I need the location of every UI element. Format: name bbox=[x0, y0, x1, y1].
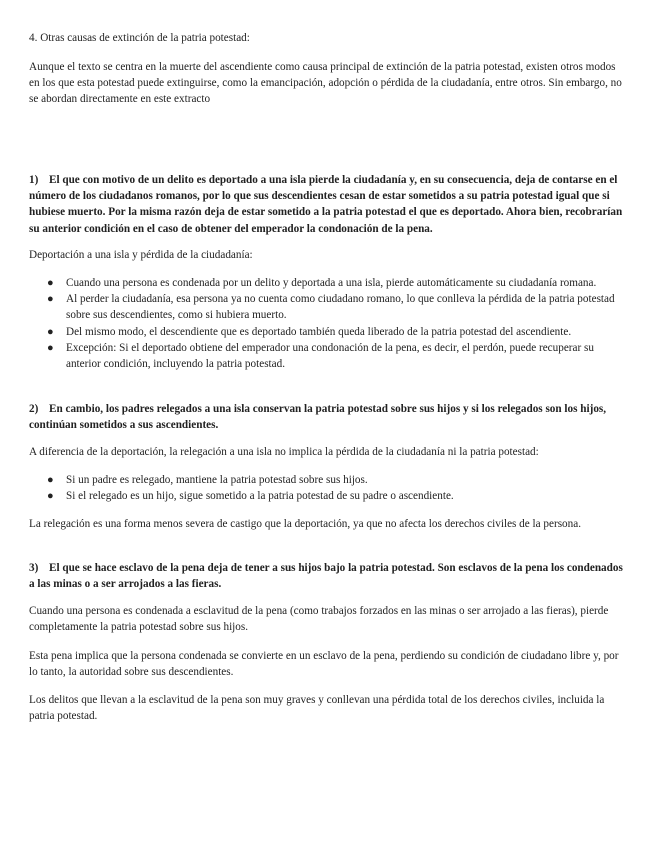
bullet-icon: ● bbox=[47, 293, 54, 306]
bullet-icon: ● bbox=[47, 341, 54, 354]
point-2-bullet-list bbox=[29, 472, 627, 504]
point-3-paragraph-1: Cuando una persona es condenada a esclavitud de la pena (como trabajos forzados en las minas o ser arrojado a las fieras), pierde completamente la patria potestad sobre sus hijos. bbox=[29, 605, 609, 634]
intro-paragraph: Aunque el texto se centra en la muerte del ascendiente como causa principal de extinción de la patria potestad, existen otros modos en los que esta potestad puede extinguirse, como la emancipación, adopción o pérdida de la ciudadanía, entre otros. Sin embargo, no se abordan directamente en este extracto bbox=[29, 61, 622, 106]
point-2-number: 2) bbox=[29, 403, 39, 415]
point-3-title: El que se hace esclavo de la pena deja de tener a sus hijos bajo la patria potestad. Son esclavos de la pena los condenados a las minas o a ser arrojados a las fieras. bbox=[29, 562, 623, 591]
point-2-subtitle: A diferencia de la deportación, la relegación a una isla no implica la pérdida de la ciudadanía ni la patria potestad: bbox=[29, 446, 539, 458]
point-2-heading bbox=[29, 401, 627, 433]
bullet-icon: ● bbox=[47, 474, 54, 486]
bullet-icon: ● bbox=[47, 490, 54, 503]
point-3-paragraph-3: Los delitos que llevan a la esclavitud de la pena son muy graves y conllevan una pérdida total de los derechos civiles, incluida la patria potestad. bbox=[29, 694, 605, 723]
point-3-heading bbox=[29, 560, 627, 592]
point-3-number: 3) bbox=[29, 562, 39, 574]
list-item: ● Al perder la ciudadanía, esa persona ya no cuenta como ciudadano romano, lo que conlleva la pérdida de la patria potestad sobre sus descendientes, como si hubiera muerto. bbox=[47, 293, 615, 322]
point-1-title: El que con motivo de un delito es deportado a una isla pierde la ciudadanía y, en su consecuencia, deja de contarse en el número de los ciudadanos romanos, por lo que sus descendientes cesan de estar sometidos a su patria potestad igual que si hubiese muerto. Por la misma razón deja de estar sometido a la patria potestad el que es deportado. Ahora bien, recobrarían su anterior condición en el caso de obtener del emperador la condonación de la pena. bbox=[29, 174, 623, 235]
point-1-heading bbox=[29, 172, 627, 237]
list-item: ● Del mismo modo, el descendiente que es deportado también queda liberado de la patria potestad del ascendiente. bbox=[29, 324, 627, 340]
list-item: ● Excepción: Si el deportado obtiene del emperador una condonación de la pena, es decir, el perdón, puede recuperar su anterior condición, incluyendo la patria potestad. bbox=[47, 341, 594, 371]
point-1-subtitle: Deportación a una isla y pérdida de la ciudadanía: bbox=[29, 249, 253, 261]
list-item: ● Si el relegado es un hijo, sigue sometido a la patria potestad de su padre o ascendiente. bbox=[29, 488, 627, 504]
point-2-paragraph: La relegación es una forma menos severa de castigo que la deportación, ya que no afecta los derechos civiles de la persona. bbox=[29, 518, 581, 530]
list-item: ● Si un padre es relegado, mantiene la patria potestad sobre sus hijos. bbox=[29, 472, 627, 488]
bullet-icon: ● bbox=[47, 277, 54, 289]
point-2-title: En cambio, los padres relegados a una isla conservan la patria potestad sobre sus hijos y si los relegados son los hijos, continúan sometidos a sus ascendientes. bbox=[29, 403, 607, 432]
bullet-icon: ● bbox=[47, 325, 54, 338]
section-title: 4. Otras causas de extinción de la patria potestad: bbox=[29, 32, 250, 44]
list-item: ● Cuando una persona es condenada por un delito y deportada a una isla, pierde automáticamente su ciudadanía romana. bbox=[29, 275, 627, 291]
point-1-number: 1) bbox=[29, 174, 39, 186]
point-3-paragraph-2: Esta pena implica que la persona condenada se convierte en un esclavo de la pena, perdiendo su condición de ciudadano libre y, por lo tanto, la autoridad sobre sus descendientes. bbox=[29, 650, 619, 679]
point-1-bullet-list bbox=[29, 275, 627, 372]
